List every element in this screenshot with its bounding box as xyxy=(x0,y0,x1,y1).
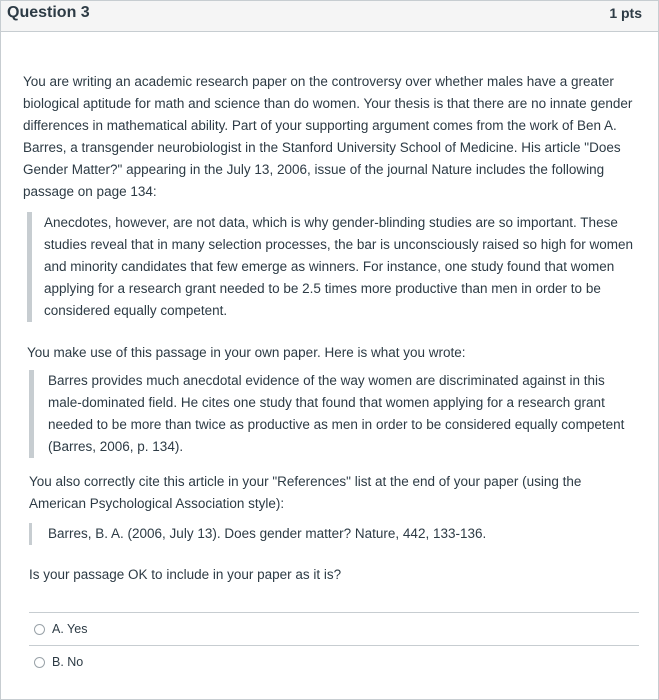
answer-label-yes: A. Yes xyxy=(52,622,88,636)
wrote-intro-text: You make use of this passage in your own paper. Here is what you wrote: xyxy=(27,345,466,360)
answer-options xyxy=(29,612,639,678)
references-intro-text: You also correctly cite this article in your "References" list at the end of your paper (using the American Psychological Association style): xyxy=(29,474,582,511)
question-intro-text: You are writing an academic research paper on the controversy over whether males have a greater biological aptitude for math and science than do women. Your thesis is that there are no innate gender differences in mathematical ability. Part of your supporting argument comes from the work of Ben A. Barres, a transgender neurobiologist in the Stanford University School of Medicine. His article "Does Gender Matter?" appearing in the July 13, 2006, issue of the journal Nature includes the following passage on page 134: xyxy=(23,74,633,199)
source-quote-text: Anecdotes, however, are not data, which is why gender-blinding studies are so important. These studies reveal that in many selection processes, the bar is unconsciously raised so high for women and minority candidates that few emerge as winners. For instance, one study found that women applying for a research grant needed to be 2.5 times more productive than men in order to be considered equally competent. xyxy=(44,215,634,318)
question-header xyxy=(1,1,658,32)
question-points: 1 pts xyxy=(609,5,642,21)
radio-button-yes[interactable] xyxy=(34,624,45,635)
question-title: Question 3 xyxy=(7,4,90,21)
answer-option-yes[interactable] xyxy=(29,612,639,645)
answer-option-no[interactable] xyxy=(29,645,639,678)
question-prompt: Is your passage OK to include in your paper as it is? xyxy=(29,567,342,582)
student-quote-text: Barres provides much anecdotal evidence of the way women are discriminated against in this male-dominated field. He cites one study that found that women applying for a research grant needed to be more than twice as productive as men in order to be considered equally competent (Barres, 2006, p. 134). xyxy=(48,373,625,454)
student-quote-block xyxy=(29,370,629,458)
reference-entry: Barres, B. A. (2006, July 13). Does gender matter? Nature, 442, 133-136. xyxy=(29,523,486,545)
source-quote-block xyxy=(27,212,643,322)
radio-button-no[interactable] xyxy=(34,657,45,668)
answer-label-no: B. No xyxy=(52,655,84,669)
